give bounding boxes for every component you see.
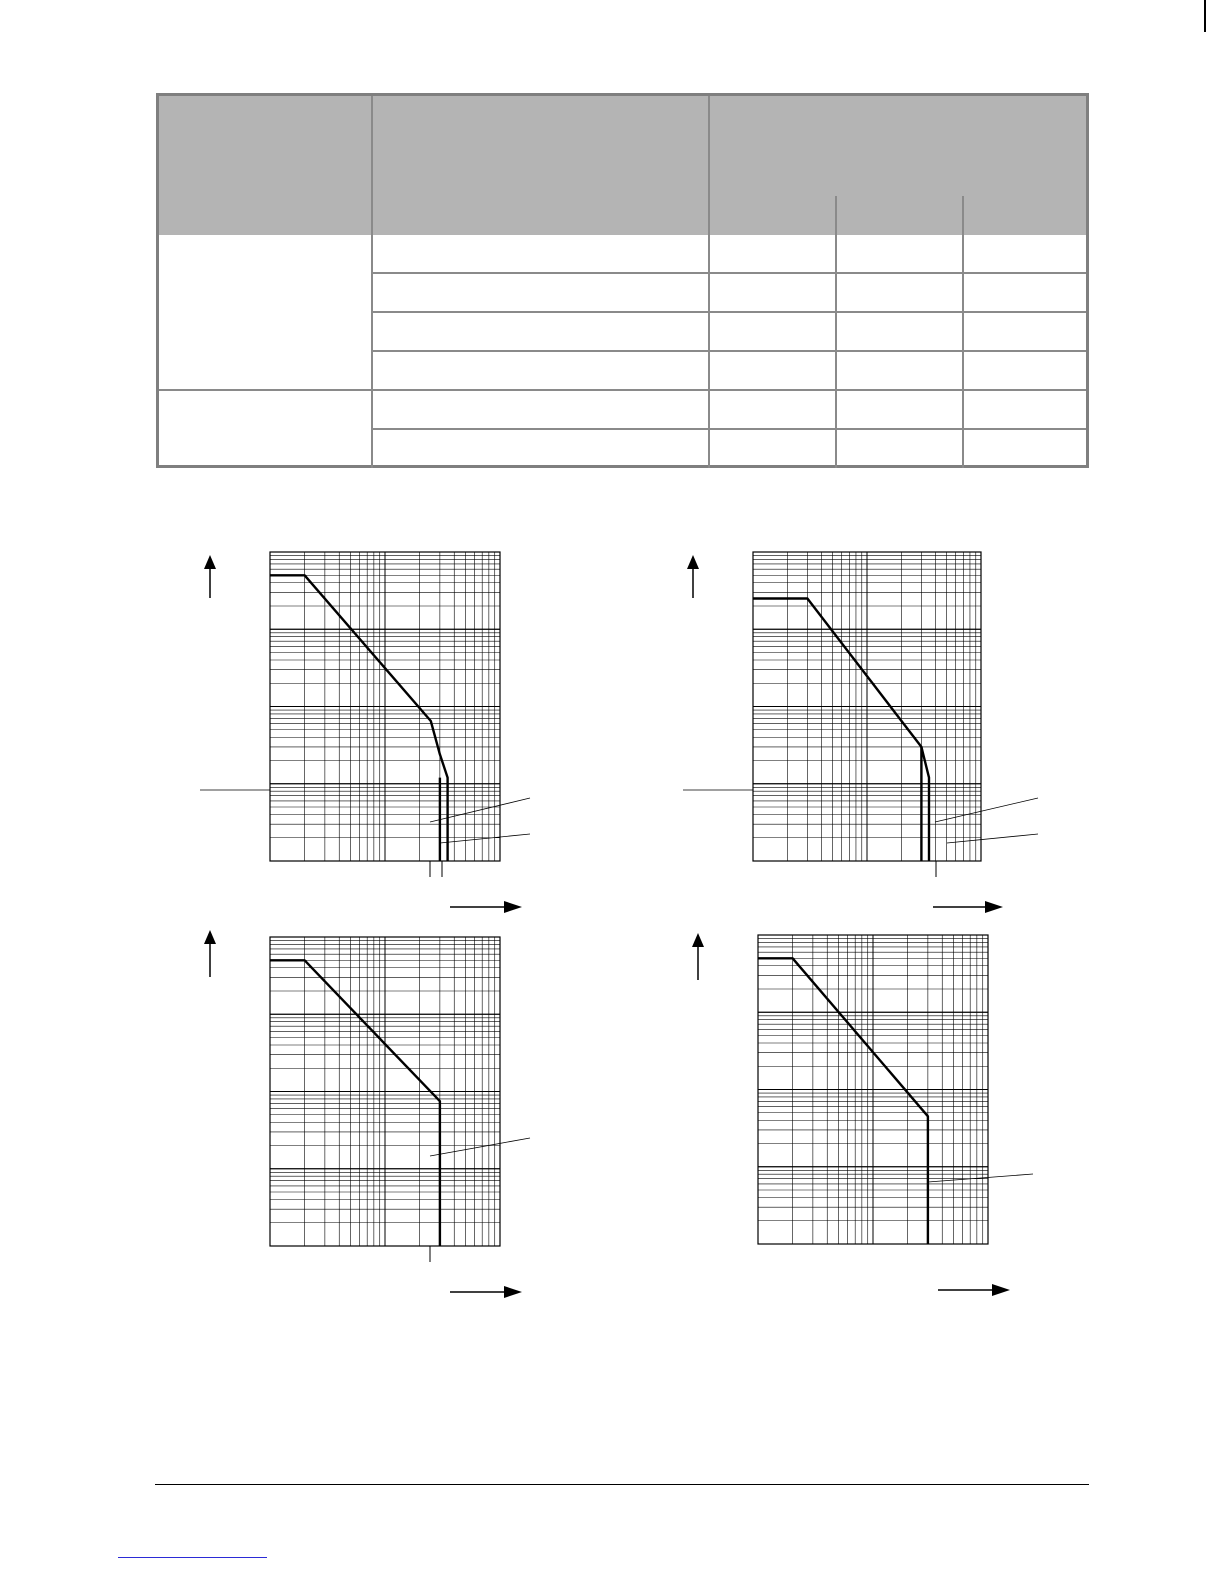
annotation-leader bbox=[935, 798, 1038, 822]
derating-chart-2 bbox=[683, 540, 1063, 920]
y-axis-arrow-icon bbox=[204, 930, 216, 977]
chart-grid bbox=[758, 935, 988, 1244]
table-header bbox=[159, 96, 1086, 235]
col-divider bbox=[371, 96, 373, 468]
chart-grid bbox=[270, 552, 500, 861]
y-axis-arrow-icon bbox=[692, 933, 704, 980]
chart-svg bbox=[688, 925, 1068, 1305]
x-axis-arrow-icon bbox=[938, 1284, 1010, 1296]
footer-link-underline[interactable] bbox=[118, 1557, 267, 1558]
row-divider bbox=[371, 350, 1086, 352]
x-axis-arrow-icon bbox=[450, 901, 522, 913]
annotation-leader bbox=[928, 1174, 1033, 1182]
chart-grid bbox=[270, 937, 500, 1246]
series-line-1 bbox=[758, 958, 928, 1244]
x-axis-arrow-icon bbox=[933, 901, 1003, 913]
top-edge-rule bbox=[1204, 0, 1206, 32]
group-divider bbox=[159, 389, 1086, 391]
chart-svg bbox=[200, 925, 580, 1305]
annotation-leader bbox=[947, 834, 1038, 843]
series-line-1 bbox=[270, 575, 448, 861]
annotation-leader bbox=[440, 834, 530, 843]
derating-chart-3 bbox=[200, 925, 580, 1305]
row-divider bbox=[371, 428, 1086, 430]
y-axis-arrow-icon bbox=[687, 555, 699, 598]
annotation-leader bbox=[430, 1138, 530, 1156]
annotation-leader bbox=[430, 798, 530, 822]
spec-table bbox=[156, 93, 1089, 468]
row-divider bbox=[371, 311, 1086, 313]
derating-chart-1 bbox=[200, 540, 580, 920]
derating-chart-4 bbox=[688, 925, 1068, 1305]
y-axis-arrow-icon bbox=[204, 555, 216, 598]
footer-rule bbox=[155, 1484, 1089, 1485]
x-axis-arrow-icon bbox=[450, 1286, 522, 1298]
row-divider bbox=[371, 272, 1086, 274]
chart-svg bbox=[683, 540, 1063, 920]
col-divider bbox=[708, 96, 710, 468]
chart-svg bbox=[200, 540, 580, 920]
series-line-1 bbox=[270, 960, 440, 1246]
